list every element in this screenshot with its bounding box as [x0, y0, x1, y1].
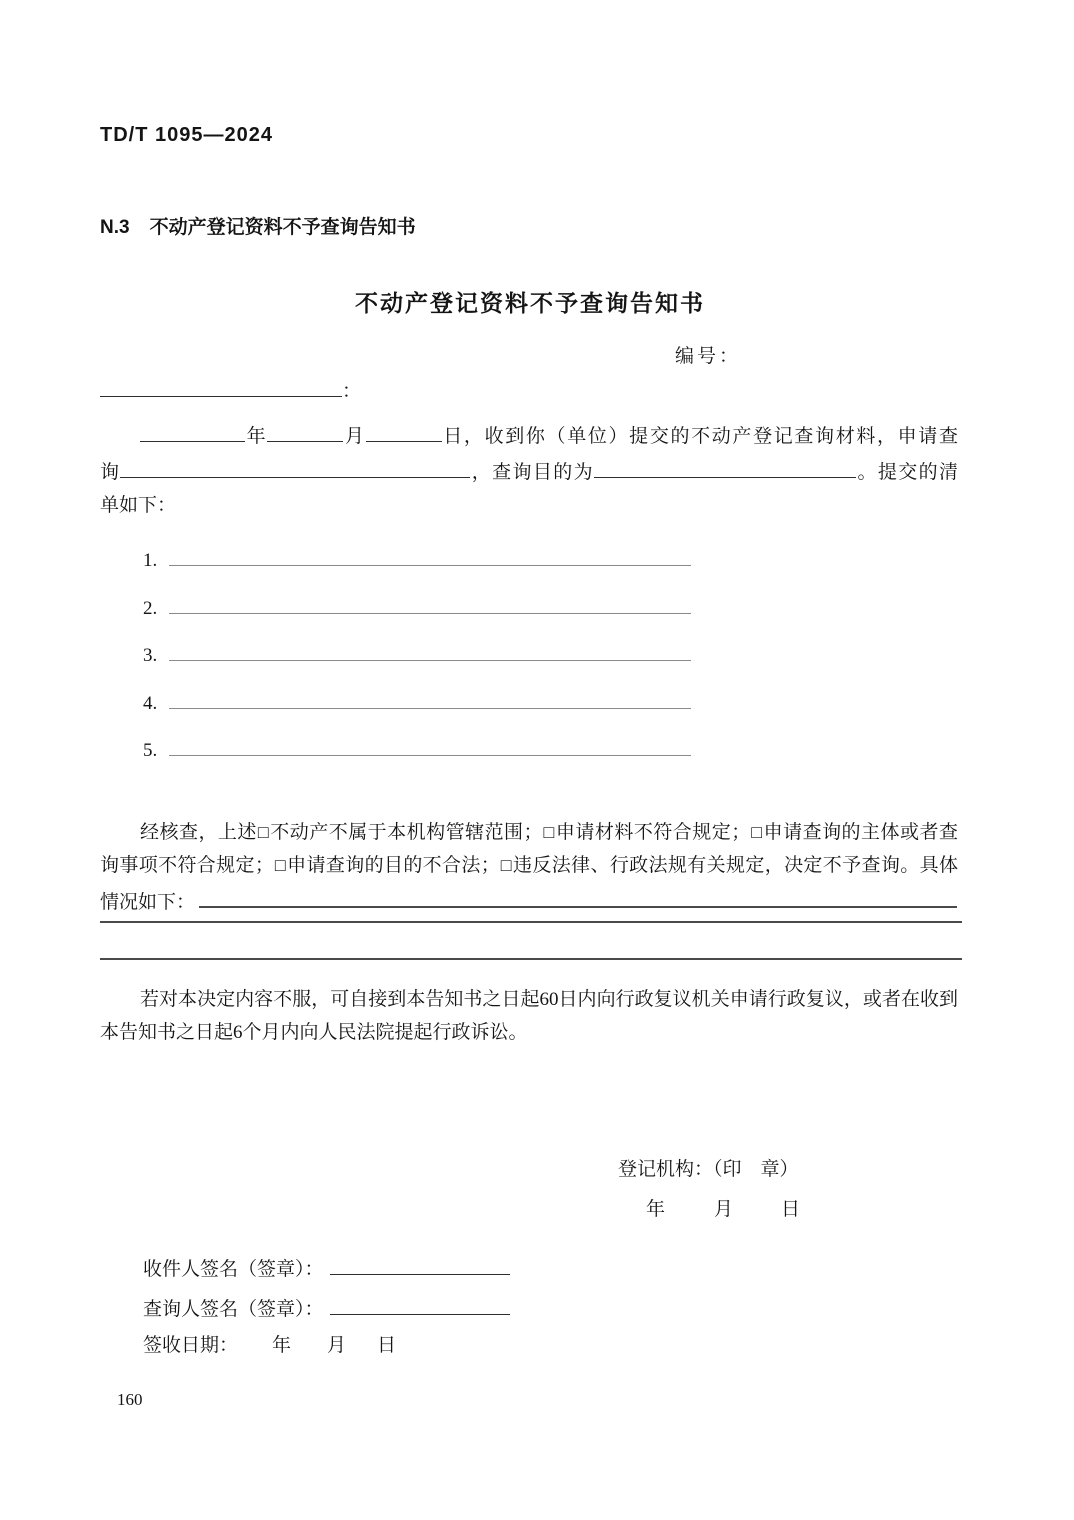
review-line-3 — [100, 882, 958, 919]
section-heading-title: 不动产登记资料不予查询告知书 — [149, 217, 416, 238]
detail-blank-field[interactable] — [199, 882, 957, 908]
receiver-signature-row — [143, 1250, 510, 1280]
receipt-date-row — [143, 1330, 510, 1357]
month-blank-field[interactable] — [267, 417, 343, 442]
list-item-blank-field[interactable] — [169, 589, 691, 614]
list-item-blank-field[interactable] — [169, 731, 691, 756]
issuer-seal-label: 登记机构：（印 章） — [618, 1159, 799, 1180]
section-number: N.3 — [100, 217, 130, 238]
query-subject-blank-field[interactable] — [120, 453, 470, 478]
serial-number-label: 编号： — [675, 346, 742, 367]
form-title: 不动产登记资料不予查询告知书 — [355, 290, 705, 316]
receipt-day-label: 日 — [377, 1335, 397, 1356]
list-item-number: 3. — [143, 645, 158, 666]
query-purpose-blank-field[interactable] — [594, 453, 856, 478]
addressee-colon: ： — [342, 381, 362, 402]
inquirer-signature-field[interactable] — [330, 1290, 510, 1315]
checkbox-icon[interactable]: □ — [751, 822, 763, 842]
intro-text-1: 日，收到你（单位）提交的不动产登记查询材料，申请查 — [441, 426, 958, 447]
writing-line[interactable] — [100, 921, 962, 923]
list-item-number: 2. — [143, 597, 158, 619]
appeal-line-1: 若对本决定内容不服，可自接到本告知书之日起60日内向行政复议机关申请行政复议，或者在收到 — [140, 989, 958, 1010]
intro-text-2: 询 — [100, 462, 121, 483]
issuer-day-label: 日 — [781, 1199, 801, 1220]
intro-text-3: 。提交的清 — [856, 462, 958, 483]
checkbox-icon[interactable]: □ — [257, 822, 269, 842]
checkbox-icon[interactable]: □ — [500, 855, 512, 875]
reason-not-in-jurisdiction: 不动产不属于本机构管辖范围； — [269, 822, 543, 843]
receipt-month-label: 月 — [327, 1335, 347, 1356]
list-item — [143, 636, 703, 669]
signature-block — [143, 1250, 510, 1370]
month-label: 月 — [343, 426, 366, 447]
purpose-label: ，查询目的为 — [470, 462, 595, 483]
day-blank-field[interactable] — [366, 417, 442, 442]
review-text: 经核查，上述 — [140, 822, 257, 843]
review-line-2 — [100, 849, 958, 882]
list-item — [143, 541, 703, 574]
standard-number: TD/T 1095—2024 — [100, 124, 273, 146]
receipt-year-label: 年 — [272, 1335, 292, 1356]
intro-line-2 — [100, 453, 958, 489]
addressee-line — [100, 372, 361, 403]
year-blank-field[interactable] — [140, 417, 245, 442]
receiver-signature-field[interactable] — [330, 1250, 510, 1275]
review-paragraph — [100, 816, 958, 919]
receipt-date-label: 签收日期： — [143, 1335, 239, 1356]
reason-materials-noncompliant: 申请材料不符合规定； — [555, 822, 751, 843]
intro-line-1 — [100, 417, 958, 453]
inquirer-signature-row — [143, 1290, 510, 1320]
list-item-blank-field[interactable] — [169, 541, 691, 566]
appeal-paragraph — [100, 983, 958, 1049]
list-item-number: 5. — [143, 740, 158, 761]
list-item-blank-field[interactable] — [169, 684, 691, 709]
list-item — [143, 731, 703, 764]
list-item-blank-field[interactable] — [169, 636, 691, 661]
checkbox-icon[interactable]: □ — [543, 822, 555, 842]
receiver-signature-label: 收件人签名（签章）： — [143, 1259, 324, 1280]
reason-violates-law: 违反法律、行政法规有关规定，决定不予查询。具体 — [512, 855, 958, 876]
submitted-items-list — [143, 541, 703, 779]
list-item — [143, 684, 703, 717]
year-label: 年 — [245, 426, 268, 447]
review-line-1 — [100, 816, 958, 849]
writing-line[interactable] — [100, 958, 962, 960]
addressee-blank-field[interactable] — [100, 372, 342, 397]
inquirer-signature-label: 查询人签名（签章）： — [143, 1299, 324, 1320]
list-item-number: 1. — [143, 550, 158, 571]
intro-line-3: 单如下： — [100, 495, 177, 516]
list-item — [143, 589, 703, 622]
intro-paragraph — [100, 417, 958, 522]
reason-purpose-illegal: 申请查询的目的不合法； — [286, 855, 500, 876]
page-number: 160 — [117, 1390, 143, 1409]
reason-subject-noncompliant-part2: 询事项不符合规定； — [100, 855, 274, 876]
detail-label: 情况如下： — [100, 892, 196, 913]
checkbox-icon[interactable]: □ — [274, 855, 286, 875]
issuer-month-label: 月 — [714, 1199, 734, 1220]
issuer-date-line — [618, 1194, 800, 1221]
issuer-year-label: 年 — [646, 1199, 666, 1220]
appeal-line-2: 本告知书之日起6个月内向人民法院提起行政诉讼。 — [100, 1022, 528, 1043]
reason-subject-noncompliant-part1: 申请查询的主体或者查 — [763, 822, 958, 843]
list-item-number: 4. — [143, 692, 158, 714]
section-heading — [100, 212, 416, 239]
